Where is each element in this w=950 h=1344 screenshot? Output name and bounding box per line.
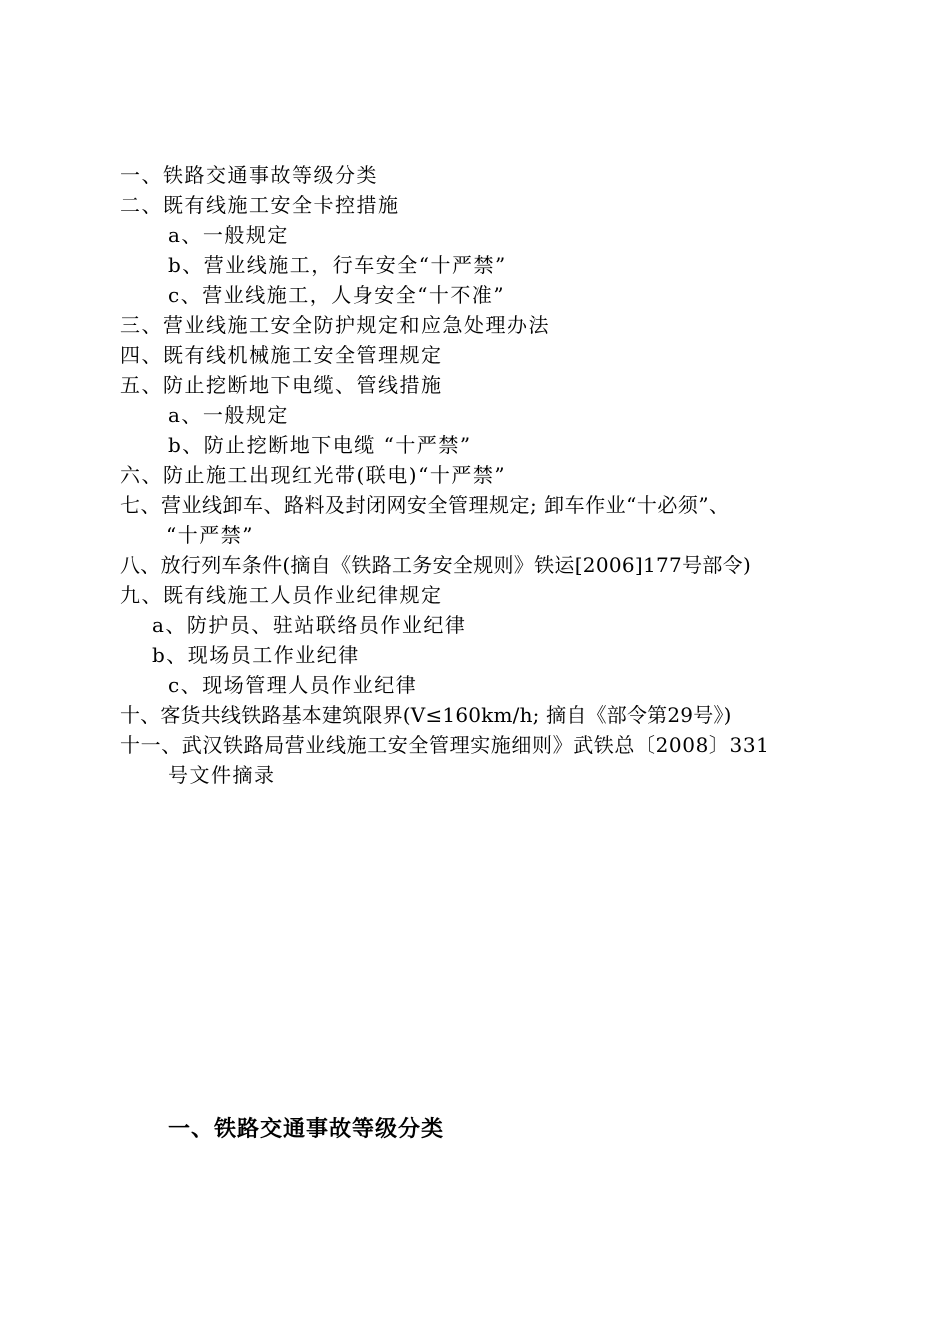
section-heading: 一、铁路交通事故等级分类 xyxy=(168,1116,445,1142)
toc-item-9: 九、既有线施工人员作业纪律规定 xyxy=(120,583,443,607)
toc-subitem-2b: b、营业线施工，行车安全“十严禁” xyxy=(168,253,507,277)
toc-item-6: 六、防止施工出现红光带(联电)“十严禁” xyxy=(120,463,507,487)
toc-item-4: 四、既有线机械施工安全管理规定 xyxy=(120,343,443,367)
toc-subitem-5a: a、一般规定 xyxy=(168,403,289,427)
toc-subitem-9b: b、现场员工作业纪律 xyxy=(152,643,360,667)
toc-subitem-5b: b、防止挖断地下电缆 “十严禁” xyxy=(168,433,472,457)
toc-subitem-2c: c、营业线施工，人身安全“十不准” xyxy=(168,283,506,307)
toc-subitem-9a: a、防护员、驻站联络员作业纪律 xyxy=(152,613,467,637)
toc-item-7: 七、营业线卸车、路料及封闭网安全管理规定; 卸车作业“十必须”、 xyxy=(120,493,730,517)
toc-item-8: 八、放行列车条件(摘自《铁路工务安全规则》铁运[2006]177号部令) xyxy=(120,553,752,577)
toc-item-10: 十、客货共线铁路基本建筑限界(V≤160km/h; 摘自《部令第29号》) xyxy=(120,703,732,727)
toc-subitem-2a: a、一般规定 xyxy=(168,223,289,247)
toc-item-1: 一、铁路交通事故等级分类 xyxy=(120,163,378,187)
toc-item-11-continued: 号文件摘录 xyxy=(168,763,276,787)
toc-item-5: 五、防止挖断地下电缆、管线措施 xyxy=(120,373,443,397)
toc-item-11: 十一、武汉铁路局营业线施工安全管理实施细则》武铁总〔2008〕331 xyxy=(120,733,770,757)
toc-subitem-9c: c、现场管理人员作业纪律 xyxy=(168,673,418,697)
toc-item-7-continued: “十严禁” xyxy=(166,523,254,547)
toc-item-2: 二、既有线施工安全卡控措施 xyxy=(120,193,400,217)
toc-item-3: 三、营业线施工安全防护规定和应急处理办法 xyxy=(120,313,550,337)
